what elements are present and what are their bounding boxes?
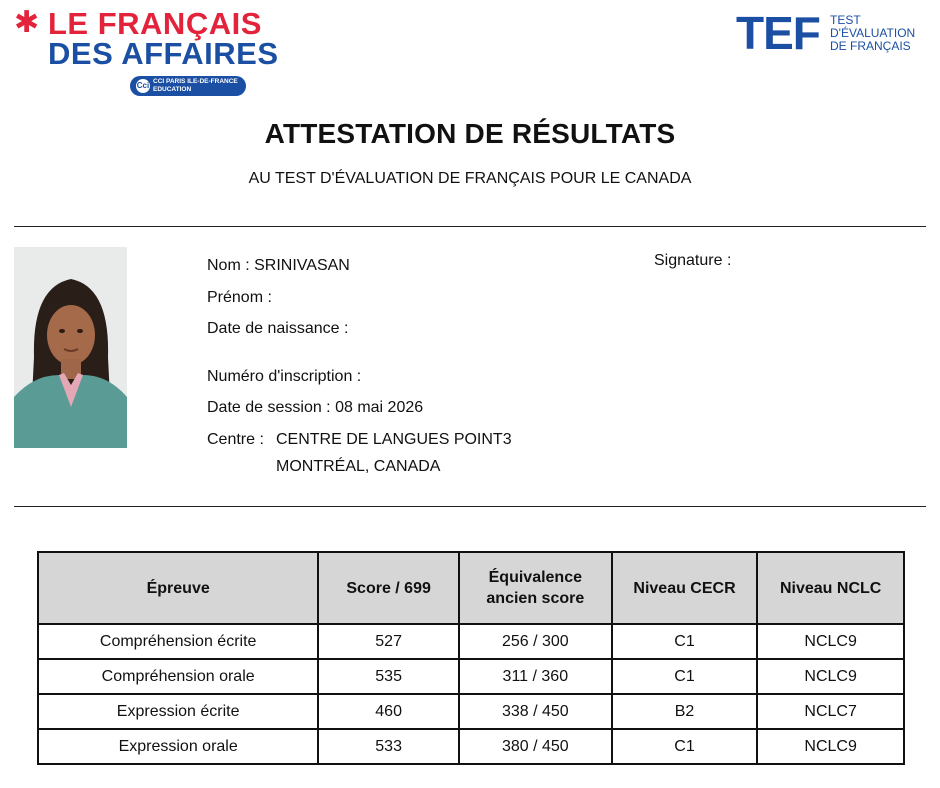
document-subtitle: AU TEST D'ÉVALUATION DE FRANÇAIS POUR LE CANADA [248,170,692,187]
naissance-label: Date de naissance : [207,320,349,337]
inscription-row [207,367,361,387]
signature-label: Signature : [654,252,732,269]
table-row [38,659,904,694]
cell-nclc: NCLC7 [757,694,904,729]
cell-nclc: NCLC9 [757,624,904,659]
tef-logo-text [830,14,915,53]
divider-bottom [14,506,926,507]
header-nclc: Niveau NCLC [757,552,904,624]
tef-logo-line-1: TEST [830,13,861,27]
nom-row [207,256,350,276]
cell-equivalence: 256 / 300 [459,624,612,659]
session-label: Date de session : [207,399,331,416]
header-epreuve: Épreuve [38,552,318,624]
table-row [38,694,904,729]
centre-line-1: CENTRE DE LANGUES POINT3 [276,431,512,448]
nom-label: Nom : [207,257,250,274]
cci-badge-text [153,78,238,93]
logo-line-1: LE FRANÇAIS [48,6,262,41]
naissance-row [207,319,348,339]
candidate-photo [14,247,127,448]
header-equivalence-line-1: Équivalence [488,569,582,586]
cell-epreuve: Compréhension orale [38,659,318,694]
cell-score: 533 [318,729,459,764]
prenom-row [207,288,272,308]
cell-epreuve: Expression écrite [38,694,318,729]
table-row [38,624,904,659]
centre-label: Centre : [207,431,264,448]
cell-nclc: NCLC9 [757,729,904,764]
cell-epreuve: Expression orale [38,729,318,764]
header-score: Score / 699 [318,552,459,624]
nom-value: SRINIVASAN [254,257,350,274]
cell-equivalence: 338 / 450 [459,694,612,729]
tef-logo-mark: TEF [736,7,820,59]
cell-cecr: C1 [612,729,758,764]
session-row [207,398,423,418]
tef-logo-line-3: DE FRANÇAIS [830,39,911,53]
portrait-icon [14,247,127,448]
cci-badge-line-1: CCI PARIS ILE-DE-FRANCE [153,78,238,85]
inscription-label: Numéro d'inscription : [207,368,362,385]
centre-line-2: MONTRÉAL, CANADA [276,458,441,475]
table-row [38,729,904,764]
tef-logo-line-2: D'ÉVALUATION [830,26,916,40]
cell-score: 527 [318,624,459,659]
cell-score: 535 [318,659,459,694]
cell-epreuve: Compréhension écrite [38,624,318,659]
cell-nclc: NCLC9 [757,659,904,694]
asterisk-logo-icon: ✱ [14,5,40,40]
cell-cecr: C1 [612,659,758,694]
session-value: 08 mai 2026 [335,399,424,416]
header-equivalence-line-2: ancien score [486,590,585,607]
results-table [37,551,905,765]
cell-equivalence: 380 / 450 [459,729,612,764]
logo-line-2: DES AFFAIRES [48,36,279,71]
document-title: ATTESTATION DE RÉSULTATS [264,118,676,149]
cci-mark-icon: Cci [136,79,150,93]
cell-cecr: C1 [612,624,758,659]
cell-cecr: B2 [612,694,758,729]
cell-score: 460 [318,694,459,729]
header-equivalence [459,552,612,624]
divider-top [14,226,926,227]
cell-equivalence: 311 / 360 [459,659,612,694]
cci-badge-line-2: EDUCATION [153,85,192,93]
header-cecr: Niveau CECR [612,552,758,624]
prenom-label: Prénom : [207,289,272,306]
table-header-row [38,552,904,624]
